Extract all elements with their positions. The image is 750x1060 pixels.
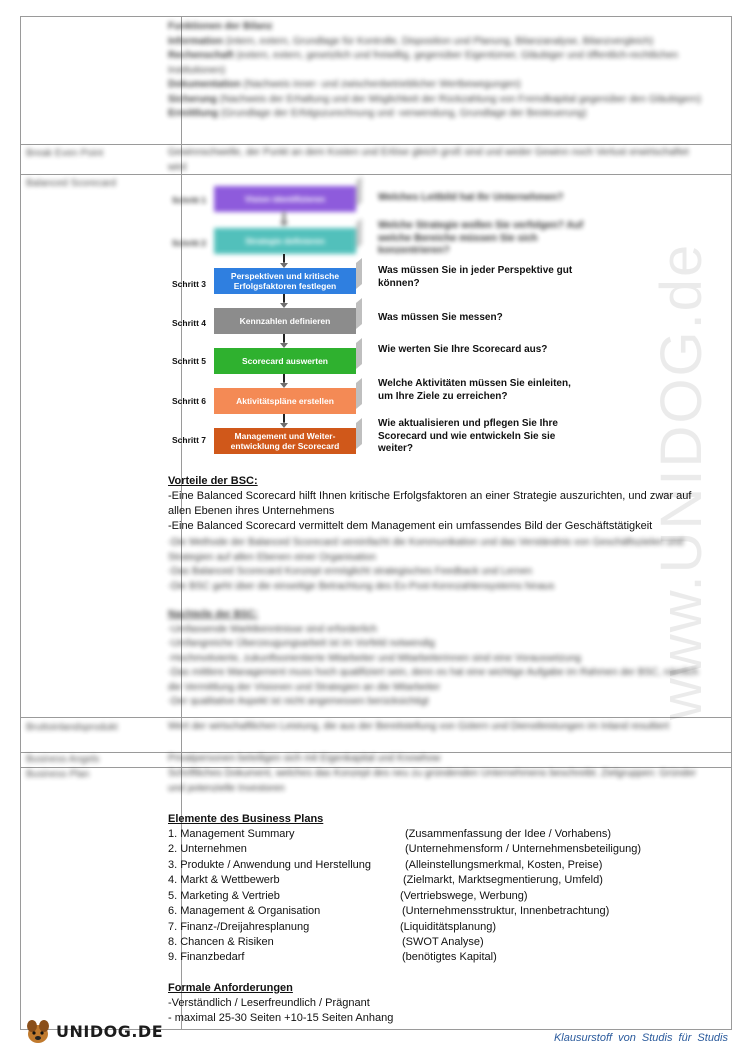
disadvantage-item: -Umfassende Marktkenntnisse sind erforderlich	[168, 623, 377, 635]
step-3-box: Perspektiven und kritische Erfolgsfaktoren festlegen	[214, 268, 356, 294]
advantage-item: -Das Balanced Scorecard Konzept ermöglicht strategisches Feedback und Lernen	[168, 566, 533, 577]
bp-element-desc: (SWOT Analyse)	[402, 936, 484, 948]
bilanz-heading: Funktionen der Bilanz	[168, 21, 273, 32]
term-business-plan: Business Plan	[26, 769, 90, 780]
bp-element-desc: (Liquiditätsplanung)	[400, 921, 497, 933]
disadvantage-item: -Umfangreiche Überzeugungsarbeit ist im Vorfeld notwendig	[168, 638, 435, 649]
bp-element: 3. Produkte / Anwendung und Herstellung	[168, 859, 372, 871]
bilanz-line-5: Ermittlung (Grundlage der Erfolgszurechnung und -verwendung, Grundlage der Besteuerung)	[168, 108, 587, 119]
bsc-advantages-more	[168, 536, 706, 710]
term-bruttoinlandsprodukt: Bruttoinlandsprodukt	[26, 722, 118, 733]
unidog-logo	[22, 1016, 163, 1046]
step-7-label: Schritt 7	[172, 435, 207, 445]
business-plan-elements-heading	[168, 812, 713, 827]
term-balanced-scorecard: Balanced Scorecard	[26, 178, 117, 189]
bip-definition: Wert der wirtschaftlichen Leistung, die aus der Bereitstellung von Gütern und Dienstleistungen im Inland resultiert	[168, 721, 670, 732]
bilanz-line-3: Dokumentation (Nachweis inner- und zwischenbetrieblicher Wertbewegungen)	[168, 79, 521, 90]
term-break-even: Break Even Point	[26, 148, 104, 159]
step-5-label: Schritt 5	[172, 356, 207, 366]
step-4-box: Kennzahlen definieren	[214, 308, 356, 334]
bp-element-desc: (Vertriebswege, Werbung)	[400, 890, 528, 902]
bp-element-desc: (Unternehmensform / Unternehmensbeteiligung)	[405, 843, 642, 855]
step-7-box: Management und Weiter-entwicklung der Scorecard	[214, 428, 356, 454]
bp-element-desc: (Alleinstellungsmerkmal, Kosten, Preise)	[405, 859, 603, 871]
bp-element: 1. Management Summary	[168, 828, 295, 840]
bp-element: 7. Finanz-/Dreijahresplanung	[168, 921, 310, 933]
disadvantages-heading: Nachteile der BSC:	[168, 609, 259, 620]
dog-icon	[22, 1016, 54, 1046]
bp-element: 4. Markt & Wettbewerb	[168, 874, 280, 886]
bp-element: 2. Unternehmen	[168, 843, 247, 855]
disadvantage-item: -Hochmotivierte, zukunftsorientierte Mitarbeiter und Mitarbeiterinnen sind eine Voraussetzung	[168, 652, 581, 664]
formal-heading: Formale Anforderungen	[168, 982, 293, 994]
row-divider	[21, 144, 731, 145]
bsc-advantages	[168, 474, 713, 534]
advantages-heading: Vorteile der BSC:	[168, 475, 258, 487]
step-7-question: Wie aktualisieren und pflegen Sie Ihre Scorecard und wie entwickeln Sie sie weiter?	[378, 418, 558, 454]
footer-tagline: Klausurstoff von Studis für Studis	[553, 1032, 728, 1044]
step-4-question: Was müssen Sie messen?	[378, 312, 503, 323]
bp-element: 6. Management & Organisation	[168, 905, 321, 917]
step-1-label: Schritt 1	[172, 195, 207, 205]
bp-element-desc: (Zielmarkt, Marktsegmentierung, Umfeld)	[403, 874, 603, 886]
bp-element: 8. Chancen & Risiken	[168, 936, 274, 948]
bp-element: 9. Finanzbedarf	[168, 951, 245, 963]
business-plan-definition: Schriftliches Dokument, welches das Konzept des neu zu gründenden Unternehmens beschreibt. Zielgruppen: Gründer und potenzielle Investoren	[168, 768, 697, 794]
step-6-label: Schritt 6	[172, 396, 207, 406]
bp-element-desc: (Unternehmensstruktur, Innenbetrachtung)	[402, 905, 610, 917]
bilanz-line-1: Information (intern, extern, Grundlage für Kontrolle, Disposition und Planung, Bilanzanalyse, Bilanzvergleich)	[168, 35, 654, 47]
formal-requirements	[168, 981, 713, 1026]
step-1-question: Welches Leitbild hat Ihr Unternehmen?	[378, 192, 564, 203]
bilanz-line-2: Rechenschaft (extern, extern, gesetzlich und freiwillig, gegenüber Eigentümer, Gläubiger und öffentlich-rechtlichen Institutionen)	[168, 50, 679, 76]
bp-element-desc: (Zusammenfassung der Idee / Vorhabens)	[405, 828, 612, 840]
row-divider	[21, 717, 731, 718]
logo-text: UNIDOG.DE	[56, 1021, 164, 1041]
bp-element: 5. Marketing & Vertrieb	[168, 890, 280, 902]
elements-heading: Elemente des Business Plans	[168, 813, 324, 825]
step-4-label: Schritt 4	[172, 318, 207, 328]
business-angels-definition: Privatpersonen beteiligen sich mit Eigenkapital und Knowhow	[168, 753, 441, 764]
step-3-label: Schritt 3	[172, 279, 207, 289]
bilanz-functions-cell	[168, 20, 706, 122]
advantage-item: -Eine Balanced Scorecard hilft Ihnen kritische Erfolgsfaktoren an einer Strategie auszurichten, und zwar auf allen Ebenen ihres Unternehmens	[168, 490, 692, 517]
step-6-question: Welche Aktivitäten müssen Sie einleiten, um Ihre Ziele zu erreichen?	[378, 378, 571, 402]
step-2-label: Schritt 2	[172, 238, 207, 248]
step-2-question: Welche Strategie wollen Sie verfolgen? Auf welche Bereiche müssen Sie sich konzentrieren?	[378, 220, 584, 256]
step-arrow	[283, 212, 285, 222]
bilanz-line-4: Sicherung (Nachweis der Erhaltung und der Möglichkeit der Rückzahlung von Fremdkapital gegenüber den Gläubigern)	[168, 93, 702, 105]
advantage-item: -Eine Balanced Scorecard vermittelt dem Management ein umfassendes Bild der Geschäftstätigkeit	[168, 520, 653, 532]
advantage-item: -Die BSC geht über die einseitige Betrachtung des Ex-Post-Kennzahlensystems hinaus	[168, 580, 555, 592]
bp-element-desc: (benötigtes Kapital)	[402, 951, 497, 963]
term-business-angels: Business Angels	[26, 754, 100, 765]
step-2-box: Strategie definieren	[214, 228, 356, 254]
step-6-box: Aktivitätspläne erstellen	[214, 388, 356, 414]
break-even-definition: Gewinnschwelle, der Punkt an dem Kosten und Erlöse gleich groß sind und weder Gewinn noch Verlust erwirtschaftet wird	[168, 147, 689, 173]
watermark: www.UNIDOG.de	[649, 242, 714, 720]
disadvantage-item: -Der qualitative Aspekt ist nicht angemessen berücksichtigt	[168, 696, 429, 707]
step-5-box: Scorecard auswerten	[214, 348, 356, 374]
disadvantage-item: -Das mittlere Management muss hoch qualifiziert sein, denn es hat eine wichtige Aufgabe im Rahmen der BSC, nämlich die Vermittlung der Visionen und Strategien an die Mitarbeiter	[168, 667, 699, 693]
formal-item: - maximal 25-30 Seiten +10-15 Seiten Anhang	[168, 1012, 394, 1024]
advantage-item: -Die Methode der Balanced Scorecard vereinfacht die Kommunikation und das Verständnis von Geschäftszielen und Strategien auf allen Ebenen einer Organisation	[168, 537, 684, 563]
formal-item: -Verständlich / Leserfreundlich / Prägnant	[168, 997, 370, 1009]
step-5-question: Wie werten Sie Ihre Scorecard aus?	[378, 344, 548, 355]
step-1-box: Vision identifizieren	[214, 186, 356, 212]
step-3-question: Was müssen Sie in jeder Perspektive gut können?	[378, 265, 573, 289]
